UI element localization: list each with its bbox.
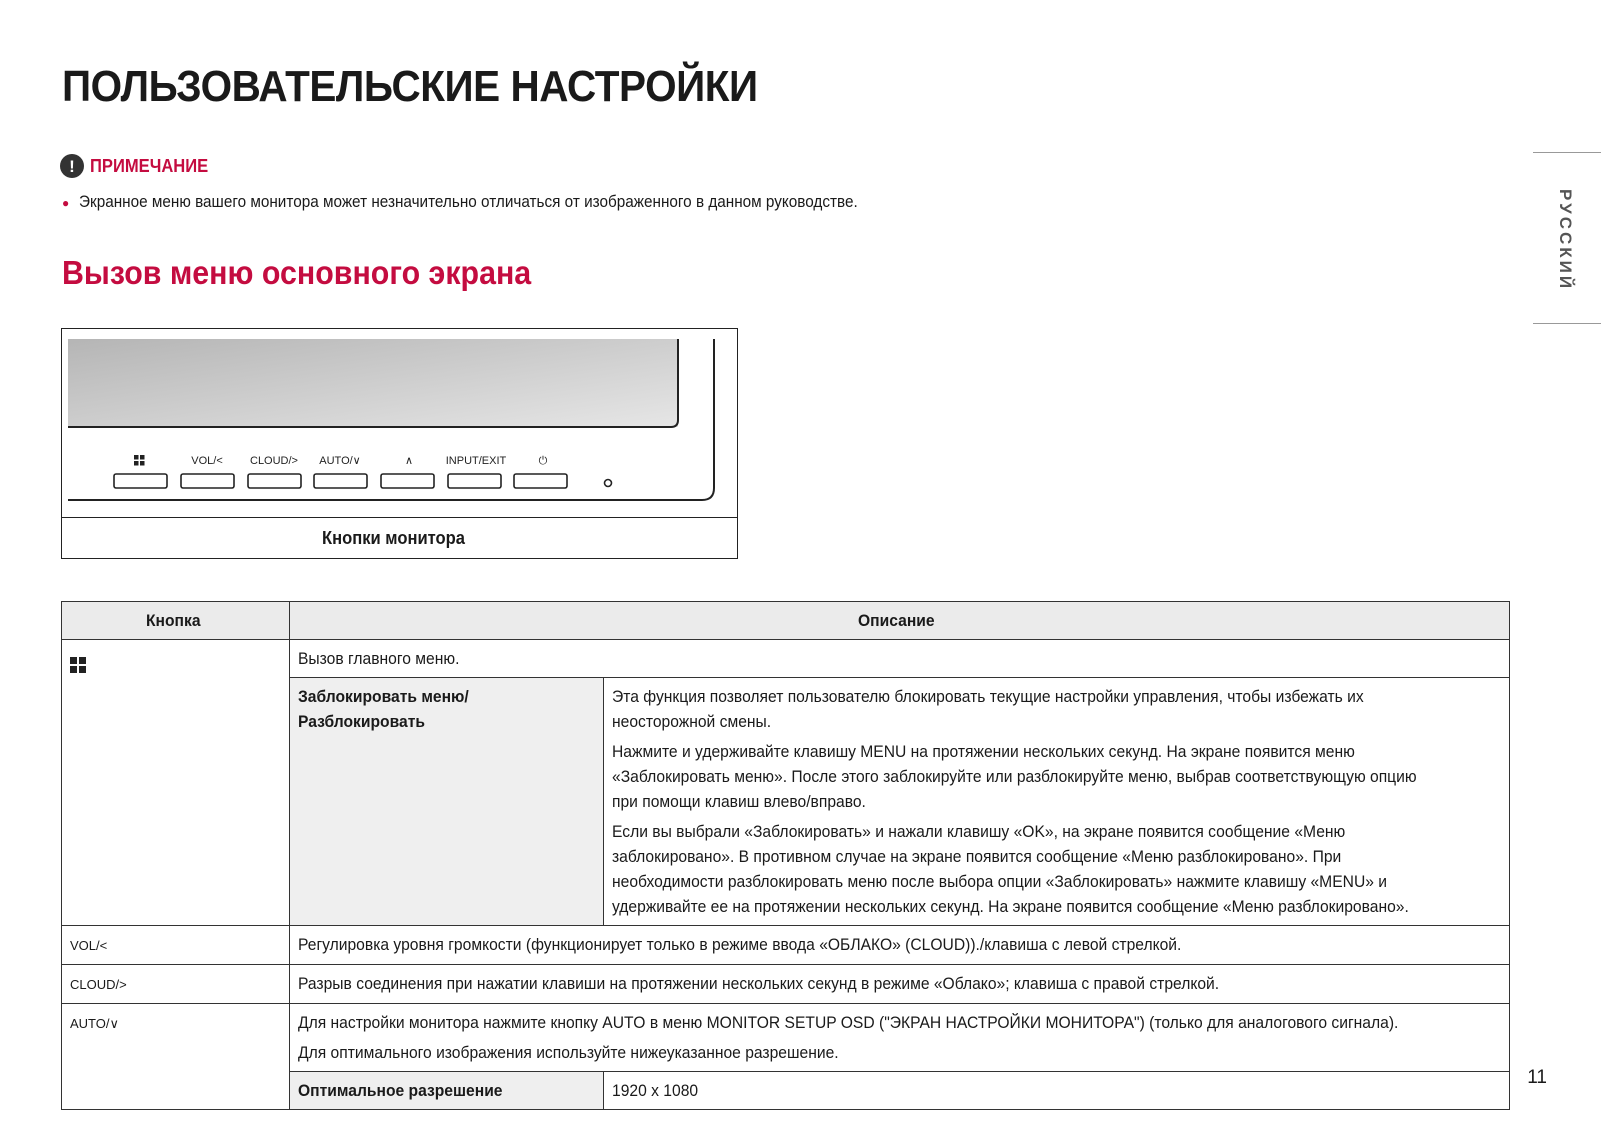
figure-caption bbox=[62, 517, 737, 558]
language-tab-label: РУССКИЙ bbox=[1556, 189, 1575, 292]
vol-button[interactable] bbox=[181, 474, 234, 488]
cloud-button[interactable] bbox=[248, 474, 301, 488]
monitor-buttons-figure bbox=[61, 328, 738, 559]
section-title: Вызов меню основного экрана bbox=[62, 254, 532, 291]
auto-button-cell: AUTO/∨ bbox=[62, 1004, 290, 1110]
menu-description: Вызов главного меню. bbox=[290, 640, 1510, 678]
power-icon: ⏻ bbox=[538, 455, 548, 467]
page-title: ПОЛЬЗОВАТЕЛЬСКИЕ НАСТРОЙКИ bbox=[62, 62, 758, 111]
language-tab bbox=[1533, 152, 1601, 324]
figure-caption-text: Кнопки монитора bbox=[321, 527, 465, 548]
table-row-cloud bbox=[62, 965, 1510, 1004]
cloud-button-cell: CLOUD/> bbox=[62, 965, 290, 1004]
power-led bbox=[605, 480, 612, 487]
input-exit-label: INPUT/EXIT bbox=[445, 455, 507, 467]
note-text: Экранное меню вашего монитора может незначительно отличаться от изображенного в данном руководстве. bbox=[79, 192, 858, 211]
optimal-resolution-label: Оптимальное разрешение bbox=[290, 1072, 604, 1110]
lock-menu-label: Заблокировать меню/ Разблокировать bbox=[290, 678, 604, 926]
menu-grid-icon bbox=[70, 657, 86, 673]
table-row-vol bbox=[62, 926, 1510, 965]
note-item bbox=[62, 192, 945, 214]
vol-label: VOL/< bbox=[191, 455, 223, 467]
auto-description: Для настройки монитора нажмите кнопку AUTO в меню MONITOR SETUP OSD ("ЭКРАН НАСТРОЙКИ МОНИТОРА") (только для аналогового сигнала). Для оптимального изображения используйте нижеуказанное разрешение. bbox=[290, 1004, 1510, 1072]
monitor-screen bbox=[68, 339, 678, 427]
table-row-menu bbox=[62, 640, 1510, 678]
lock-menu-paragraph: Нажмите и удерживайте клавишу MENU на протяжении нескольких секунд. На экране появится меню «Заблокировать меню». После этого заблокируйте или разблокируйте меню, выбрав соответствующую опцию при помощи клавиш влево/вправо. bbox=[612, 742, 1417, 811]
column-header-description: Описание bbox=[290, 602, 1510, 640]
page-number: 11 bbox=[1527, 1067, 1547, 1088]
bullet-icon: ● bbox=[62, 196, 70, 210]
lock-menu-description bbox=[604, 678, 1510, 926]
note-label: ПРИМЕЧАНИЕ bbox=[90, 155, 209, 176]
lock-menu-paragraph: Эта функция позволяет пользователю блокировать текущие настройки управления, чтобы избежать их неосторожной смены. bbox=[612, 687, 1364, 731]
column-header-button: Кнопка bbox=[62, 602, 290, 640]
optimal-resolution-value: 1920 x 1080 bbox=[604, 1072, 1510, 1110]
buttons-table bbox=[61, 601, 1510, 1110]
note-header bbox=[60, 154, 218, 178]
up-button[interactable] bbox=[381, 474, 434, 488]
auto-label: AUTO/∨ bbox=[319, 455, 361, 467]
vol-button-cell: VOL/< bbox=[62, 926, 290, 965]
vol-description: Регулировка уровня громкости (функционирует только в режиме ввода «ОБЛАКО» (CLOUD))./клавиша с левой стрелкой. bbox=[290, 926, 1510, 965]
power-button[interactable] bbox=[514, 474, 567, 488]
lock-menu-paragraph: Если вы выбрали «Заблокировать» и нажали клавишу «OK», на экране появится сообщение «Меню заблокировано». В противном случае на экране появится сообщение «Меню разблокировано». При необходимости разблокировать меню после выбора опции «Заблокировать» нажмите клавишу «MENU» и удерживайте ее на протяжении нескольких секунд. На экране появится сообщение «Меню разблокировано». bbox=[612, 822, 1409, 916]
exclamation-icon: ! bbox=[60, 154, 84, 178]
up-arrow-icon: ∧ bbox=[404, 455, 414, 467]
cloud-label: CLOUD/> bbox=[250, 455, 298, 467]
menu-icon bbox=[134, 455, 145, 466]
cloud-description: Разрыв соединения при нажатии клавиши на протяжении нескольких секунд в режиме «Облако»; клавиша с правой стрелкой. bbox=[290, 965, 1510, 1004]
menu-button[interactable] bbox=[114, 474, 167, 488]
auto-button[interactable] bbox=[314, 474, 367, 488]
input-exit-button[interactable] bbox=[448, 474, 501, 488]
table-row-auto bbox=[62, 1004, 1510, 1072]
menu-button-cell bbox=[62, 640, 290, 926]
monitor-illustration bbox=[62, 329, 739, 520]
table-header-row bbox=[62, 602, 1510, 640]
